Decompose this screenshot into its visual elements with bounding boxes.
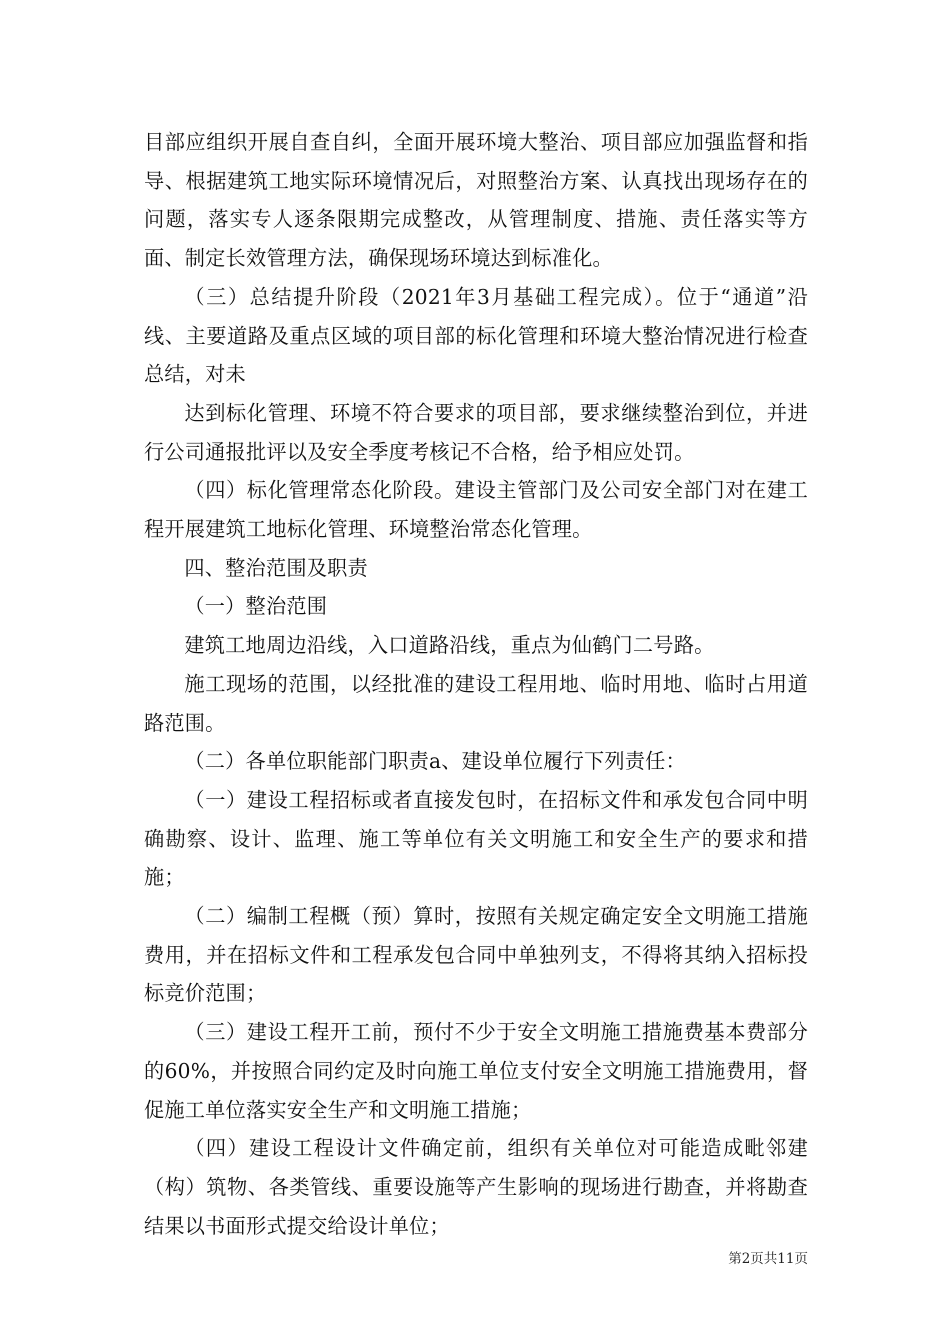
paragraph-9: （二）各单位职能部门职责a、建设单位履行下列责任：: [184, 749, 686, 774]
page-number: 第2页共11页: [728, 1251, 808, 1267]
paragraph-8: 施工现场的范围，以经批准的建设工程用地、临时用地、临时占用道路范围。: [144, 671, 808, 735]
paragraph-10: （一）建设工程招标或者直接发包时，在招标文件和承发包合同中明确勘察、设计、监理、施工等单位有关文明施工和安全生产的要求和措施；: [144, 787, 808, 890]
paragraph-4: （四）标化管理常态化阶段。建设主管部门及公司安全部门对在建工程开展建筑工地标化管理、环境整治常态化管理。: [144, 478, 808, 542]
paragraph-13: （四）建设工程设计文件确定前，组织有关单位对可能造成毗邻建（构）筑物、各类管线、重要设施等产生影响的现场进行勘查，并将勘查结果以书面形式提交给设计单位；: [144, 1136, 808, 1238]
paragraph-11: （二）编制工程概（预）算时，按照有关规定确定安全文明施工措施费用，并在招标文件和工程承发包合同中单独列支，不得将其纳入招标投标竞价范围；: [144, 904, 808, 1006]
paragraph-1: 目部应组织开展自查自纠，全面开展环境大整治、项目部应加强监督和指导、根据建筑工地实际环境情况后，对照整治方案、认真找出现场存在的问题，落实专人逐条限期完成整改，从管理制度、措施、责任落实等方面、制定长效管理方法，确保现场环境达到标准化。: [144, 130, 808, 271]
paragraph-7: 建筑工地周边沿线，入口道路沿线，重点为仙鹤门二号路。: [184, 633, 715, 658]
document-body: [144, 123, 808, 1245]
subsection-heading-scope: （一）整治范围: [184, 594, 328, 619]
section-heading-scope-duties: 四、整治范围及职责: [184, 555, 368, 580]
paragraph-3: 达到标化管理、环境不符合要求的项目部，要求继续整治到位，并进行公司通报批评以及安全季度考核记不合格，给予相应处罚。: [144, 400, 808, 464]
paragraph-2: （三）总结提升阶段（2021年3月基础工程完成）。位于“通道”沿线、主要道路及重点区域的项目部的标化管理和环境大整治情况进行检查总结，对未: [144, 284, 808, 387]
paragraph-12: （三）建设工程开工前，预付不少于安全文明施工措施费基本费部分的60%，并按照合同约定及时向施工单位支付安全文明施工措施费用，督促施工单位落实安全生产和文明施工措施；: [144, 1020, 808, 1122]
